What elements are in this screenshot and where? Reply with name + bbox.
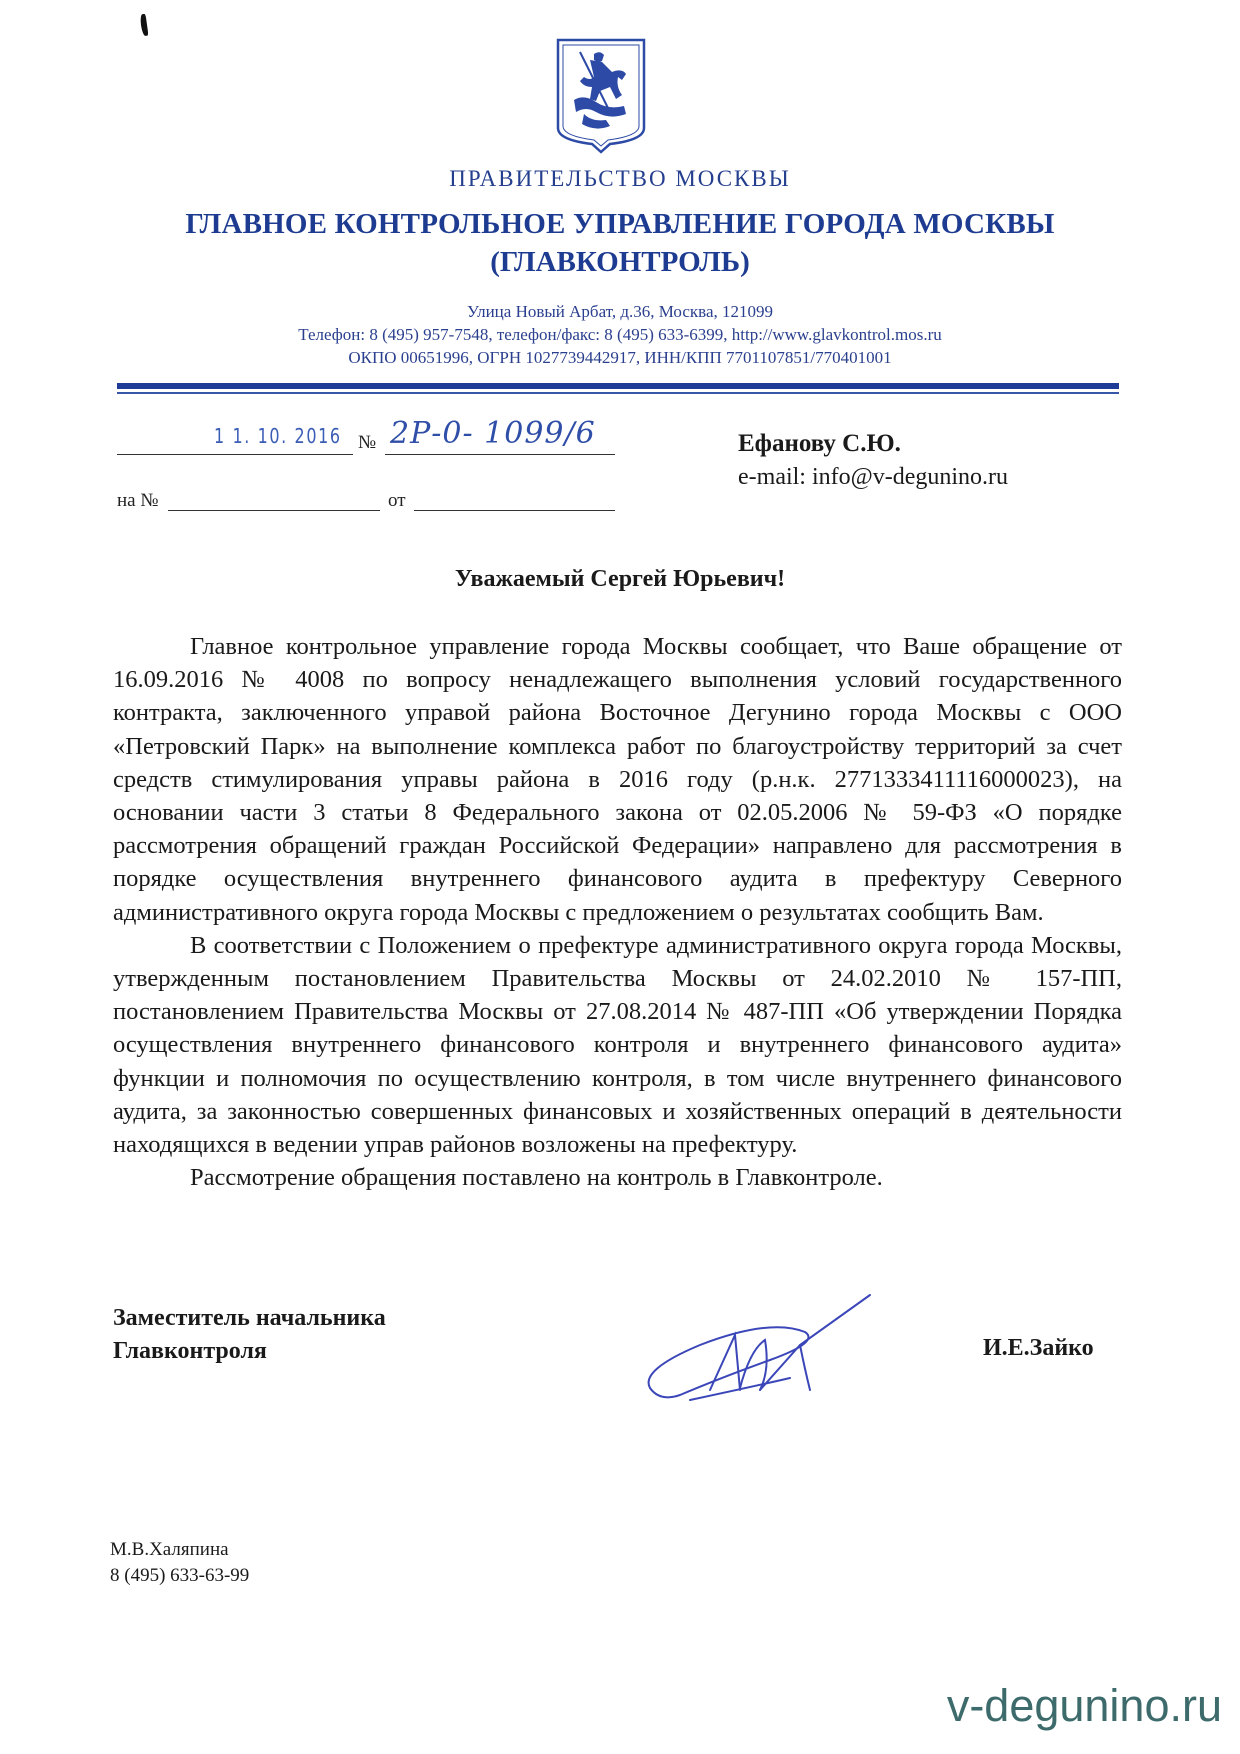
reference-number-label: на № [117,490,159,511]
organization-address: Улица Новый Арбат, д.36, Москва, 121099 [466,302,774,321]
paragraph-control: Рассмотрение обращения поставлено на контроль в Главконтроле. [190,1164,883,1192]
scan-artifact [139,14,148,37]
executor-block [110,1537,249,1589]
date-line [117,454,353,455]
paragraph-legal-basis: В соответствии с Положением о префектуре административного округа города Москвы, утвержденным постановлением Правительства Москвы от 24.02.2010 № 157-ПП, постановлением Правительства Москвы от 27.08.2014 № 487-ПП «Об утверждении Порядка осуществления внутреннего финансового контроля и внутреннего финансового аудита» функции и полномочия по осуществлению контроля, в том числе внутреннего финансового аудита, за законностью совершенных финансовых и хозяйственных операций в деятельности находящихся в ведении управ районов возложены на префектуру. [113,931,1122,1159]
number-line [385,454,615,455]
moscow-coat-of-arms-icon [554,36,648,154]
handwritten-signature-icon [640,1290,880,1405]
executor-name: М.В.Халяпина [110,1539,229,1560]
letterhead-divider [117,383,1119,389]
signatory-title-line2: Главконтроля [113,1338,267,1364]
site-watermark: v-degunino.ru [946,1680,1222,1731]
reference-number-line [168,510,380,511]
number-label: № [358,432,377,453]
registration-date: 1 1. 10. 2016 [214,424,342,448]
organization-name: ГЛАВНОЕ КОНТРОЛЬНОЕ УПРАВЛЕНИЕ ГОРОДА МОСКВЫ [185,208,1055,240]
reference-date-label: от [388,490,406,511]
signatory-title-line1: Заместитель начальника [113,1305,386,1331]
recipient-email: e-mail: info@v-degunino.ru [738,464,1009,490]
signatory-name: И.Е.Зайко [983,1335,1094,1361]
organization-registry: ОКПО 00651996, ОГРН 1027739442917, ИНН/КПП 7701107851/770401001 [348,348,892,367]
letterhead-divider-thin [117,392,1119,394]
paragraph-referral: Главное контрольное управление города Москвы сообщает, что Ваше обращение от 16.09.2016 № 4008 по вопросу ненадлежащего выполнения условий государственного контракта, заключенного управой района Восточное Дегунино города Москвы с ООО «Петровский Парк» на выполнение комплекса работ по благоустройству территорий за счет средств стимулирования управы района в 2016 году (р.н.к. 2771333411116000023), на основании части 3 статьи 8 Федерального закона от 02.05.2006 № 59-ФЗ «О порядке рассмотрения обращений граждан Российской Федерации» направлено для рассмотрения в порядке осуществления внутреннего финансового аудита в префектуру Северного административного округа города Москвы с предложением о результатах сообщить Вам. [113,633,1122,926]
letter-body [113,630,1122,1194]
registration-number: 2Р-0- 1099/6 [390,416,596,451]
executor-phone: 8 (495) 633-63-99 [110,1565,250,1586]
signatory-title [113,1302,386,1368]
government-name: ПРАВИТЕЛЬСТВО МОСКВЫ [449,166,791,191]
reference-date-line [414,510,615,511]
organization-short-name: (ГЛАВКОНТРОЛЬ) [490,246,750,278]
organization-contacts: Телефон: 8 (495) 957-7548, телефон/факс: 8 (495) 633-6399, http://www.glavkontrol.mos.ru [298,325,942,344]
recipient-name: Ефанову С.Ю. [738,430,901,457]
letter-greeting: Уважаемый Сергей Юрьевич! [454,566,786,592]
